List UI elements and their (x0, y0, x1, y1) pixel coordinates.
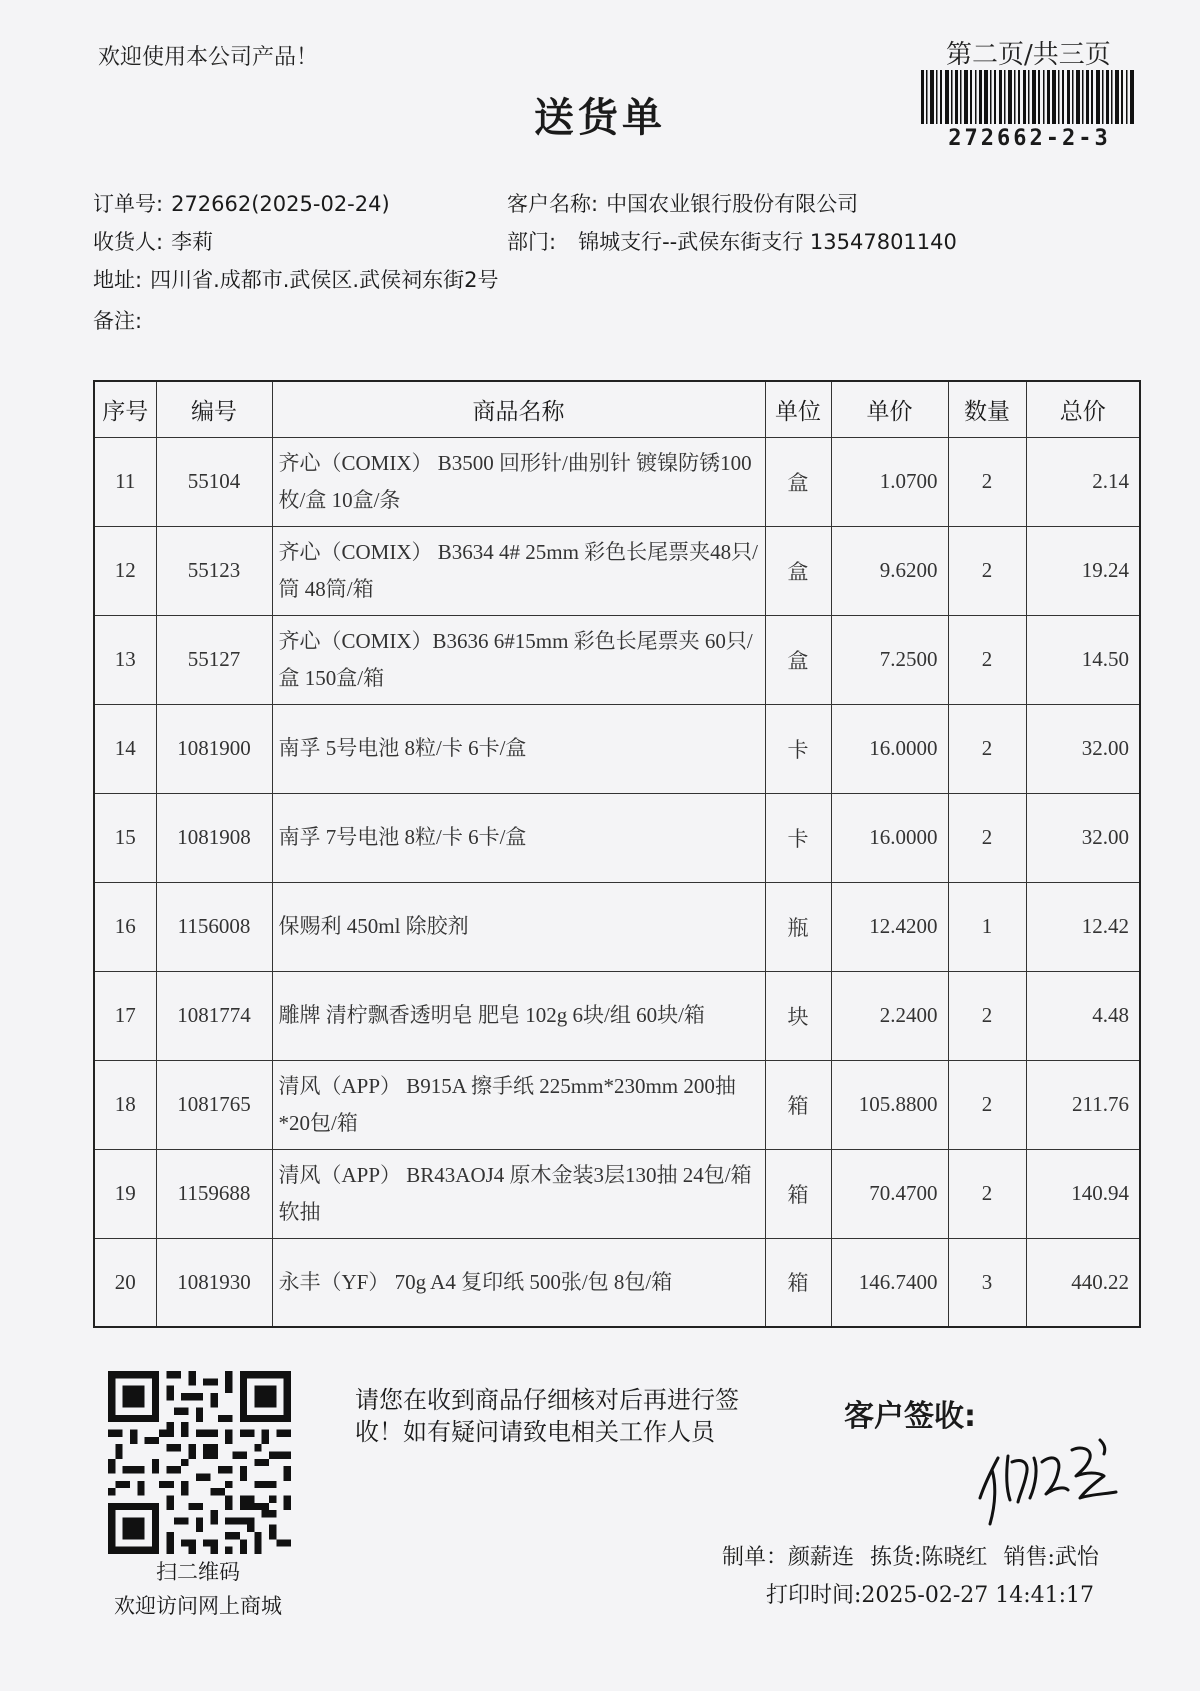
address-label: 地址: (93, 268, 143, 292)
cell-name: 永丰（YF） 70g A4 复印纸 500张/包 8包/箱 (272, 1238, 765, 1327)
cell-no: 17 (94, 971, 156, 1060)
department-row (507, 226, 957, 256)
cell-unit: 瓶 (765, 882, 831, 971)
cell-total: 211.76 (1026, 1060, 1140, 1149)
cell-name: 南孚 5号电池 8粒/卡 6卡/盒 (272, 704, 765, 793)
cell-unit: 盒 (765, 615, 831, 704)
col-header-no: 序号 (94, 381, 156, 437)
cell-name: 齐心（COMIX） B3634 4# 25mm 彩色长尾票夹48只/筒 48筒/箱 (272, 526, 765, 615)
cell-qty: 2 (948, 1060, 1026, 1149)
receiver-label: 收货人: (93, 230, 164, 254)
customer-signature (976, 1428, 1136, 1538)
cell-unit: 箱 (765, 1238, 831, 1327)
cell-total: 4.48 (1026, 971, 1140, 1060)
cell-code: 55123 (156, 526, 272, 615)
cell-code: 1081908 (156, 793, 272, 882)
col-header-name: 商品名称 (272, 381, 765, 437)
cell-qty: 2 (948, 1149, 1026, 1238)
address-value: 四川省.成都市.武侯区.武侯祠东街2号 (150, 268, 499, 292)
page-indicator: 第二页/共三页 (946, 40, 1111, 70)
cell-unit: 盒 (765, 437, 831, 526)
cell-unit: 卡 (765, 704, 831, 793)
cell-code: 1159688 (156, 1149, 272, 1238)
welcome-text: 欢迎使用本公司产品！ (98, 45, 319, 70)
order-number-label: 订单号: (93, 192, 164, 216)
cell-code: 1081765 (156, 1060, 272, 1149)
cell-code: 55104 (156, 437, 272, 526)
cell-no: 12 (94, 526, 156, 615)
remark-row (93, 305, 150, 335)
cell-qty: 2 (948, 526, 1026, 615)
cell-total: 140.94 (1026, 1149, 1140, 1238)
cell-no: 11 (94, 437, 156, 526)
cell-unit: 卡 (765, 793, 831, 882)
cell-total: 2.14 (1026, 437, 1140, 526)
cell-price: 70.4700 (831, 1149, 948, 1238)
cell-no: 19 (94, 1149, 156, 1238)
cell-no: 20 (94, 1238, 156, 1327)
barcode-number: 272662-2-3 (948, 126, 1111, 151)
table-row (94, 526, 1140, 615)
receipt-notice: 请您在收到商品仔细核对后再进行签收！如有疑问请致电相关工作人员 (355, 1386, 739, 1446)
cell-no: 16 (94, 882, 156, 971)
qr-caption-scan: 扫二维码 (156, 1560, 240, 1584)
cell-code: 1081930 (156, 1238, 272, 1327)
seller-name: 销售:武怡 (1003, 1545, 1099, 1570)
cell-unit: 盒 (765, 526, 831, 615)
cell-unit: 箱 (765, 1149, 831, 1238)
maker-name: 制单：颜薪连 (722, 1545, 855, 1570)
table-row (94, 1149, 1140, 1238)
cell-price: 16.0000 (831, 793, 948, 882)
address-row (93, 264, 498, 294)
receiver-name: 李莉 (171, 230, 214, 254)
document-title: 送货单 (534, 95, 666, 141)
col-header-code: 编号 (156, 381, 272, 437)
table-row (94, 615, 1140, 704)
cell-qty: 2 (948, 971, 1026, 1060)
cell-total: 440.22 (1026, 1238, 1140, 1327)
customer-sign-label: 客户签收: (844, 1399, 976, 1434)
print-time: 打印时间:2025-02-27 14:41:17 (766, 1583, 1095, 1608)
cell-no: 18 (94, 1060, 156, 1149)
cell-total: 32.00 (1026, 704, 1140, 793)
table-row (94, 704, 1140, 793)
col-header-qty: 数量 (948, 381, 1026, 437)
cell-qty: 3 (948, 1238, 1026, 1327)
cell-qty: 2 (948, 704, 1026, 793)
cell-name: 南孚 7号电池 8粒/卡 6卡/盒 (272, 793, 765, 882)
items-table (93, 380, 1141, 1328)
cell-total: 32.00 (1026, 793, 1140, 882)
cell-price: 146.7400 (831, 1238, 948, 1327)
order-number-row (93, 188, 390, 218)
cell-price: 9.6200 (831, 526, 948, 615)
cell-name: 清风（APP） B915A 擦手纸 225mm*230mm 200抽*20包/箱 (272, 1060, 765, 1149)
cell-total: 14.50 (1026, 615, 1140, 704)
cell-code: 1156008 (156, 882, 272, 971)
customer-row (507, 188, 858, 218)
order-number: 272662(2025-02-24) (171, 192, 390, 216)
cell-name: 保赐利 450ml 除胶剂 (272, 882, 765, 971)
cell-qty: 1 (948, 882, 1026, 971)
cell-no: 15 (94, 793, 156, 882)
col-header-unit: 单位 (765, 381, 831, 437)
table-row (94, 1238, 1140, 1327)
qr-caption-visit: 欢迎访问网上商城 (114, 1594, 282, 1618)
cell-code: 1081774 (156, 971, 272, 1060)
cell-no: 14 (94, 704, 156, 793)
cell-code: 55127 (156, 615, 272, 704)
cell-price: 12.4200 (831, 882, 948, 971)
cell-price: 2.2400 (831, 971, 948, 1060)
customer-name: 中国农业银行股份有限公司 (606, 192, 859, 216)
cell-name: 雕牌 清柠飘香透明皂 肥皂 102g 6块/组 60块/箱 (272, 971, 765, 1060)
cell-qty: 2 (948, 615, 1026, 704)
qr-code (108, 1371, 291, 1554)
cell-name: 清风（APP） BR43AOJ4 原木金装3层130抽 24包/箱 软抽 (272, 1149, 765, 1238)
cell-code: 1081900 (156, 704, 272, 793)
table-row (94, 437, 1140, 526)
cell-qty: 2 (948, 793, 1026, 882)
cell-no: 13 (94, 615, 156, 704)
cell-total: 12.42 (1026, 882, 1140, 971)
table-row (94, 793, 1140, 882)
customer-label: 客户名称: (507, 192, 599, 216)
cell-price: 7.2500 (831, 615, 948, 704)
table-header-row (94, 381, 1140, 437)
table-row (94, 1060, 1140, 1149)
cell-unit: 箱 (765, 1060, 831, 1149)
cell-qty: 2 (948, 437, 1026, 526)
cell-unit: 块 (765, 971, 831, 1060)
cell-total: 19.24 (1026, 526, 1140, 615)
picker-name: 拣货:陈晓红 (870, 1545, 988, 1570)
department-label: 部门: (507, 230, 557, 254)
cell-price: 105.8800 (831, 1060, 948, 1149)
col-header-price: 单价 (831, 381, 948, 437)
department-value: 锦城支行--武侯东街支行 13547801140 (578, 230, 957, 254)
remark-label: 备注: (93, 309, 143, 333)
table-row (94, 971, 1140, 1060)
table-row (94, 882, 1140, 971)
cell-price: 16.0000 (831, 704, 948, 793)
staff-line (722, 1540, 1099, 1571)
cell-name: 齐心（COMIX）B3636 6#15mm 彩色长尾票夹 60只/盒 150盒/箱 (272, 615, 765, 704)
receiver-row (93, 226, 213, 256)
cell-price: 1.0700 (831, 437, 948, 526)
col-header-total: 总价 (1026, 381, 1140, 437)
cell-name: 齐心（COMIX） B3500 回形针/曲别针 镀镍防锈100枚/盒 10盒/条 (272, 437, 765, 526)
